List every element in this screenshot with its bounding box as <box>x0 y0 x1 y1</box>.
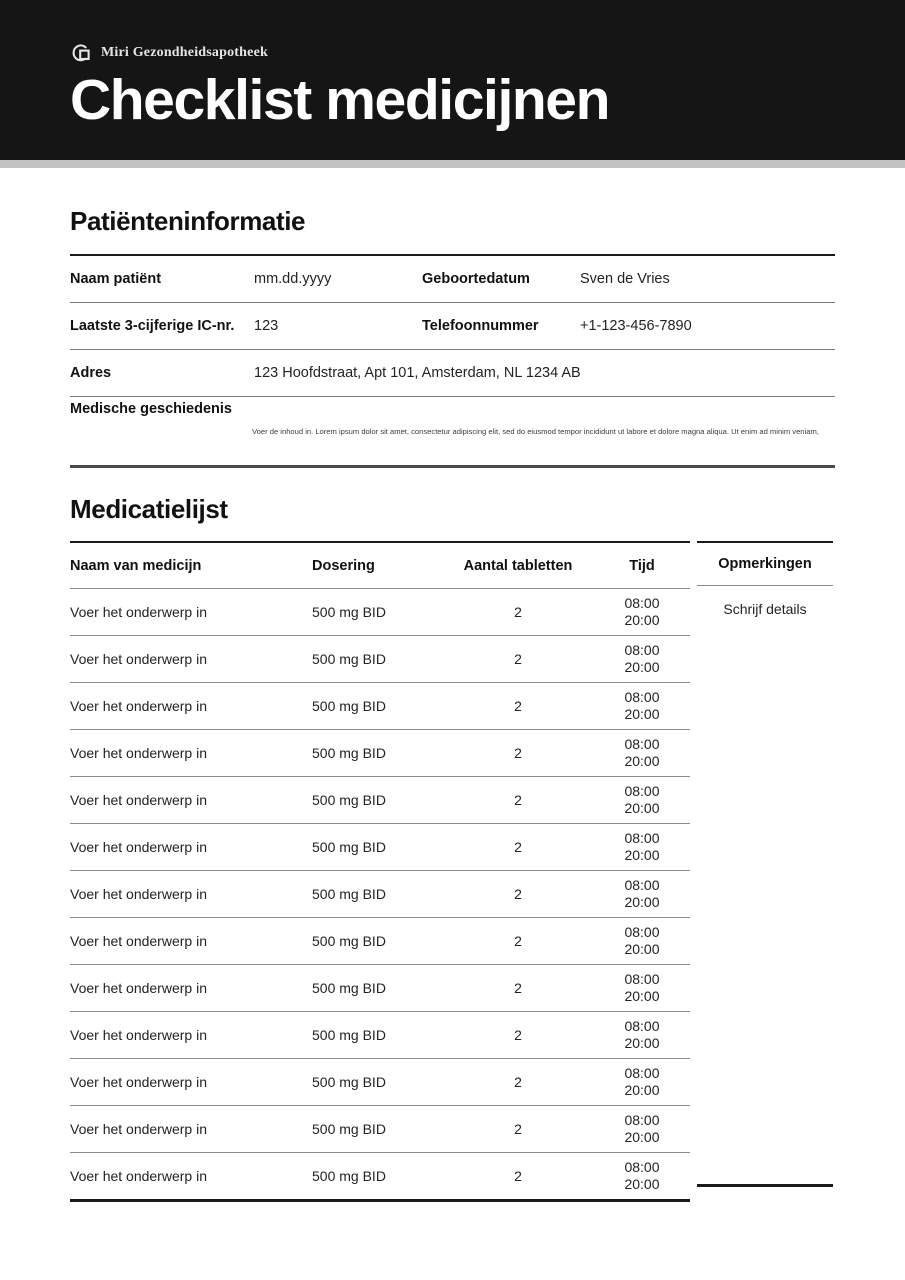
table-row <box>70 777 690 824</box>
cell-time-morning: 08:00 <box>624 1017 660 1034</box>
table-row <box>70 965 690 1012</box>
cell-time-morning: 08:00 <box>624 782 660 799</box>
cell-medicine-name[interactable]: Voer het onderwerp in <box>70 1027 207 1043</box>
table-row <box>70 349 835 396</box>
brand-row <box>70 0 905 64</box>
cell-time-evening: 20:00 <box>624 612 660 628</box>
cell-time-evening: 20:00 <box>624 1176 660 1192</box>
field-label-insurance-number: Laatste 3-cijferige IC-nr. <box>70 317 235 334</box>
cell-dosage[interactable]: 500 mg BID <box>312 1168 386 1184</box>
field-value-patient-name[interactable]: mm.dd.yyyy <box>254 270 332 287</box>
cell-dosage[interactable]: 500 mg BID <box>312 1027 386 1043</box>
cell-time[interactable] <box>594 1018 690 1052</box>
table-row <box>70 396 835 443</box>
cell-time[interactable] <box>594 736 690 770</box>
field-value-birthdate[interactable]: Sven de Vries <box>580 270 670 287</box>
cell-medicine-name[interactable]: Voer het onderwerp in <box>70 886 207 902</box>
cell-time-morning: 08:00 <box>624 970 660 987</box>
column-header-remarks: Opmerkingen <box>697 541 833 586</box>
column-header-medicine-name: Naam van medicijn <box>70 542 312 589</box>
cell-tablets[interactable]: 2 <box>514 1121 522 1137</box>
cell-medicine-name[interactable]: Voer het onderwerp in <box>70 839 207 855</box>
cell-remarks[interactable] <box>697 862 833 908</box>
document-header <box>0 0 905 160</box>
table-row <box>70 1106 690 1153</box>
cell-time-morning: 08:00 <box>624 594 660 611</box>
cell-time-evening: 20:00 <box>624 1035 660 1051</box>
field-value-address[interactable]: 123 Hoofdstraat, Apt 101, Amsterdam, NL 1234 AB <box>254 364 581 381</box>
cell-time-evening: 20:00 <box>624 800 660 816</box>
table-row <box>70 824 690 871</box>
cell-time-morning: 08:00 <box>624 829 660 846</box>
cell-tablets[interactable]: 2 <box>514 698 522 714</box>
cell-time-evening: 20:00 <box>624 894 660 910</box>
medication-list-wrapper <box>70 541 835 1202</box>
cell-time-morning: 08:00 <box>624 923 660 940</box>
cell-tablets[interactable]: 2 <box>514 1074 522 1090</box>
cell-dosage[interactable]: 500 mg BID <box>312 604 386 620</box>
cell-remarks[interactable] <box>697 816 833 862</box>
cell-medicine-name[interactable]: Voer het onderwerp in <box>70 980 207 996</box>
cell-tablets[interactable]: 2 <box>514 1168 522 1184</box>
cell-dosage[interactable]: 500 mg BID <box>312 886 386 902</box>
cell-dosage[interactable]: 500 mg BID <box>312 792 386 808</box>
patient-info-table <box>70 254 835 443</box>
medication-section-title: Medicatielijst <box>70 494 228 524</box>
field-label-medical-history: Medische geschiedenis <box>70 401 232 418</box>
field-value-medical-history[interactable]: Voer de inhoud in. Lorem ipsum dolor sit amet, consectetur adipiscing elit, sed do eiusmod tempor incididunt ut labore et dolore magna aliqua. Ut enim ad minim veniam, <box>252 427 819 437</box>
cell-time[interactable] <box>594 1112 690 1146</box>
cell-tablets[interactable]: 2 <box>514 745 522 761</box>
remarks-column <box>697 541 833 1187</box>
cell-medicine-name[interactable]: Voer het onderwerp in <box>70 933 207 949</box>
cell-medicine-name[interactable]: Voer het onderwerp in <box>70 1121 207 1137</box>
cell-dosage[interactable]: 500 mg BID <box>312 745 386 761</box>
cell-time-evening: 20:00 <box>624 1082 660 1098</box>
cell-remarks[interactable] <box>697 954 833 1000</box>
cell-remarks[interactable] <box>697 1046 833 1092</box>
cell-time[interactable] <box>594 924 690 958</box>
cell-tablets[interactable]: 2 <box>514 651 522 667</box>
cell-medicine-name[interactable]: Voer het onderwerp in <box>70 604 207 620</box>
cell-time-evening: 20:00 <box>624 988 660 1004</box>
table-row <box>70 255 835 302</box>
cell-dosage[interactable]: 500 mg BID <box>312 651 386 667</box>
table-row <box>70 1153 690 1201</box>
cell-time-evening: 20:00 <box>624 659 660 675</box>
cell-time[interactable] <box>594 877 690 911</box>
cell-remarks[interactable]: Schrijf details <box>723 601 807 617</box>
cell-time-evening: 20:00 <box>624 1129 660 1145</box>
page-title: Checklist medicijnen <box>70 68 610 132</box>
cell-medicine-name[interactable]: Voer het onderwerp in <box>70 651 207 667</box>
table-row <box>70 589 690 636</box>
cell-medicine-name[interactable]: Voer het onderwerp in <box>70 698 207 714</box>
g-monogram-logo-icon <box>70 42 92 64</box>
cell-tablets[interactable]: 2 <box>514 886 522 902</box>
field-label-birthdate: Geboortedatum <box>422 270 530 287</box>
table-row <box>70 871 690 918</box>
cell-time[interactable] <box>594 1159 690 1193</box>
cell-dosage[interactable]: 500 mg BID <box>312 839 386 855</box>
column-header-tablets: Aantal tabletten <box>442 542 594 589</box>
table-header-row <box>70 542 690 589</box>
cell-time[interactable] <box>594 642 690 676</box>
cell-tablets[interactable]: 2 <box>514 933 522 949</box>
cell-time-evening: 20:00 <box>624 941 660 957</box>
cell-time-morning: 08:00 <box>624 688 660 705</box>
table-row <box>70 683 690 730</box>
cell-tablets[interactable]: 2 <box>514 839 522 855</box>
cell-time-evening: 20:00 <box>624 753 660 769</box>
table-row <box>70 302 835 349</box>
cell-time[interactable] <box>594 783 690 817</box>
cell-remarks[interactable] <box>697 1092 833 1138</box>
cell-tablets[interactable]: 2 <box>514 792 522 808</box>
cell-time-morning: 08:00 <box>624 876 660 893</box>
cell-time-morning: 08:00 <box>624 1158 660 1175</box>
table-row <box>70 1059 690 1106</box>
cell-remarks[interactable] <box>697 1138 833 1184</box>
cell-tablets[interactable]: 2 <box>514 980 522 996</box>
cell-medicine-name[interactable]: Voer het onderwerp in <box>70 1074 207 1090</box>
table-row <box>70 730 690 777</box>
remarks-column-bottom-rule <box>697 1184 833 1187</box>
cell-remarks[interactable] <box>697 908 833 954</box>
table-row <box>70 1012 690 1059</box>
field-label-patient-name: Naam patiënt <box>70 270 162 287</box>
cell-time-morning: 08:00 <box>624 1111 660 1128</box>
table-row <box>70 636 690 683</box>
cell-time[interactable] <box>594 830 690 864</box>
cell-medicine-name[interactable]: Voer het onderwerp in <box>70 1168 207 1184</box>
cell-time[interactable] <box>594 689 690 723</box>
cell-time[interactable] <box>594 1065 690 1099</box>
cell-time-morning: 08:00 <box>624 1064 660 1081</box>
section-divider <box>70 465 835 468</box>
cell-time-evening: 20:00 <box>624 847 660 863</box>
table-row <box>70 918 690 965</box>
cell-remarks[interactable] <box>697 770 833 816</box>
brand-name: Miri Gezondheidsapotheek <box>101 45 268 60</box>
cell-remarks[interactable] <box>697 678 833 724</box>
cell-time[interactable] <box>594 595 690 629</box>
column-header-time: Tijd <box>594 542 690 589</box>
column-header-dosage: Dosering <box>312 542 442 589</box>
field-label-phone: Telefoonnummer <box>422 317 539 334</box>
cell-tablets[interactable]: 2 <box>514 1027 522 1043</box>
cell-remarks[interactable] <box>697 632 833 678</box>
header-accent-bar <box>0 160 905 168</box>
cell-time-evening: 20:00 <box>624 706 660 722</box>
cell-time-morning: 08:00 <box>624 735 660 752</box>
medication-table <box>70 541 690 1202</box>
cell-time[interactable] <box>594 971 690 1005</box>
field-value-phone[interactable]: +1-123-456-7890 <box>580 317 692 334</box>
cell-remarks[interactable] <box>697 724 833 770</box>
cell-tablets[interactable]: 2 <box>514 604 522 620</box>
field-value-insurance-number[interactable]: 123 <box>254 317 279 334</box>
cell-dosage[interactable]: 500 mg BID <box>312 1121 386 1137</box>
cell-remarks[interactable] <box>697 1000 833 1046</box>
cell-dosage[interactable]: 500 mg BID <box>312 933 386 949</box>
cell-dosage[interactable]: 500 mg BID <box>312 1074 386 1090</box>
cell-dosage[interactable]: 500 mg BID <box>312 698 386 714</box>
cell-dosage[interactable]: 500 mg BID <box>312 980 386 996</box>
field-label-address: Adres <box>70 364 112 381</box>
patient-section-title: Patiënteninformatie <box>70 206 306 236</box>
cell-time-morning: 08:00 <box>624 641 660 658</box>
cell-medicine-name[interactable]: Voer het onderwerp in <box>70 745 207 761</box>
cell-medicine-name[interactable]: Voer het onderwerp in <box>70 792 207 808</box>
